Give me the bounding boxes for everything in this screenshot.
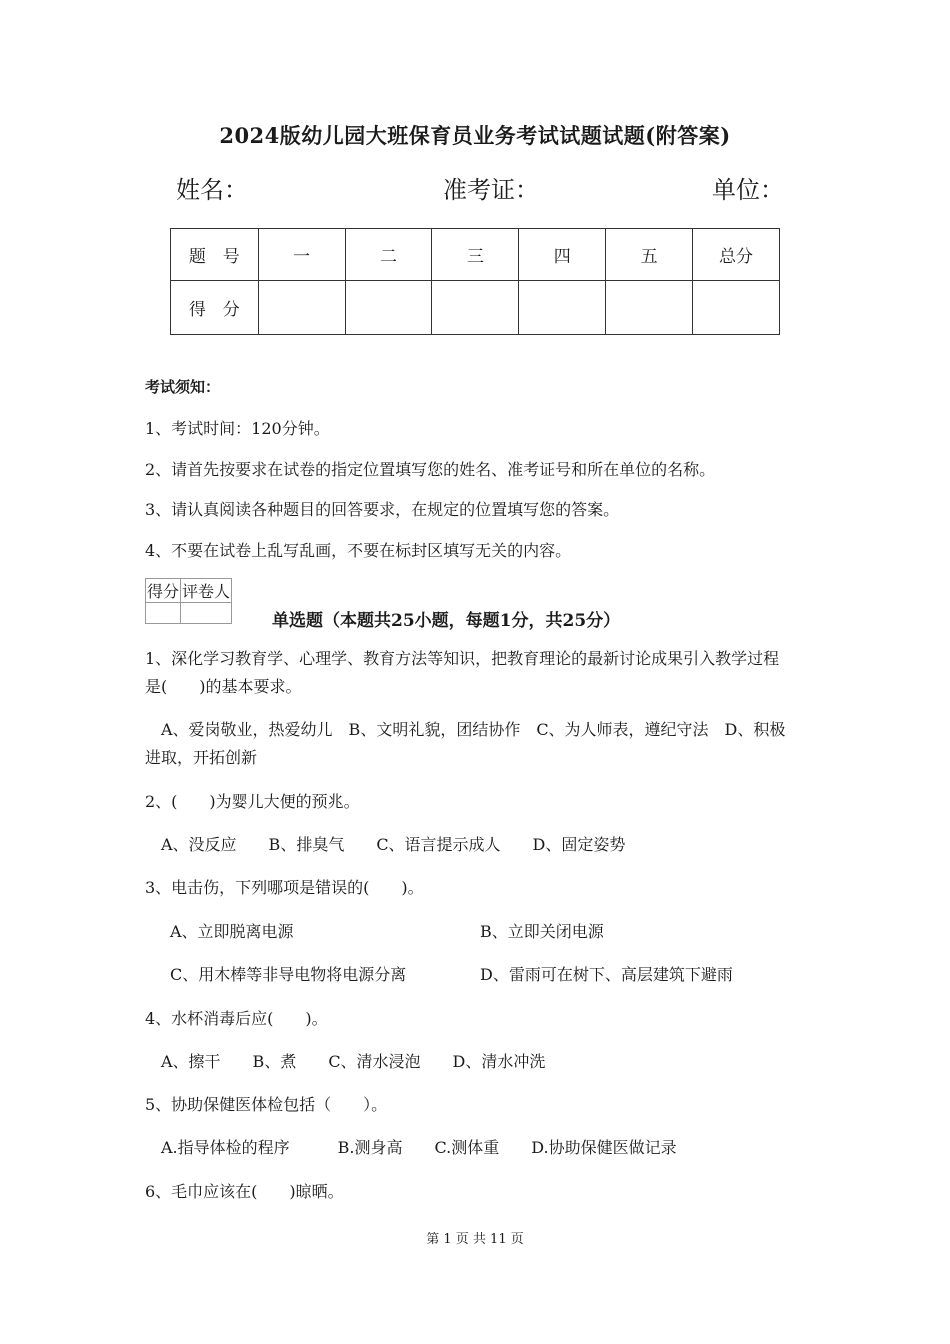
question-options: A、擦干 B、煮 C、清水浸泡 D、清水冲洗 [145, 1052, 546, 1071]
option-d: D、雷雨可在树下、高层建筑下避雨 [480, 965, 733, 984]
question-stem: 4、水杯消毒后应( )。 [145, 1009, 328, 1028]
score-header-cell: 题 号 [171, 229, 259, 281]
score-cell [345, 281, 432, 335]
score-header-cell: 四 [519, 229, 606, 281]
score-header-cell: 总分 [693, 229, 780, 281]
score-table [170, 228, 780, 335]
notice-item: 1、考试时间：120分钟。 [145, 419, 330, 438]
score-cell [519, 281, 606, 335]
score-header-cell: 二 [345, 229, 432, 281]
score-cell [432, 281, 519, 335]
unit-label: 单位： [712, 176, 784, 204]
question-stem: 是( )的基本要求。 [145, 677, 302, 696]
page-footer: 第 1 页 共 11 页 [426, 1232, 524, 1247]
option-b: B、立即关闭电源 [480, 922, 604, 941]
question-stem: 5、协助保健医体检包括（ ）。 [145, 1095, 388, 1114]
section-title: 单选题（本题共25小题，每题1分，共25分） [272, 611, 621, 631]
option-a: A、立即脱离电源 [170, 922, 294, 941]
notice-item: 2、请首先按要求在试卷的指定位置填写您的姓名、准考证号和所在单位的名称。 [145, 460, 716, 479]
score-row-label: 得 分 [171, 281, 259, 335]
notice-item: 4、不要在试卷上乱写乱画，不要在标封区填写无关的内容。 [145, 541, 572, 560]
score-table-header-row [171, 229, 780, 281]
question-stem: 6、毛巾应该在( )晾晒。 [145, 1182, 344, 1201]
score-header-cell: 五 [606, 229, 693, 281]
notice-item: 3、请认真阅读各种题目的回答要求，在规定的位置填写您的答案。 [145, 500, 620, 519]
question-options: 进取，开拓创新 [145, 748, 258, 767]
grader-name-cell [181, 603, 232, 624]
score-header-cell: 三 [432, 229, 519, 281]
score-cell [258, 281, 345, 335]
option-c: C、用木棒等非导电物将电源分离 [170, 965, 407, 984]
question-stem: 2、( )为婴儿大便的预兆。 [145, 792, 360, 811]
score-cell [693, 281, 780, 335]
name-label: 姓名： [176, 176, 248, 204]
question-stem: 3、电击伤，下列哪项是错误的( )。 [145, 878, 424, 897]
question-options: A、爱岗敬业，热爱幼儿 B、文明礼貌，团结协作 C、为人师表，遵纪守法 D、积极 [145, 720, 786, 739]
document-title: 2024版幼儿园大班保育员业务考试试题试题(附答案) [219, 123, 731, 148]
exam-id-label: 准考证： [443, 176, 539, 204]
grader-name-label: 评卷人 [181, 579, 232, 603]
question-stem: 1、深化学习教育学、心理学、教育方法等知识，把教育理论的最新讨论成果引入教学过程 [145, 649, 780, 668]
grader-score-cell [146, 603, 181, 624]
score-cell [606, 281, 693, 335]
score-header-cell: 一 [258, 229, 345, 281]
score-table-score-row [171, 281, 780, 335]
grader-box [145, 578, 232, 624]
question-options: A.指导体检的程序 B.测身高 C.测体重 D.协助保健医做记录 [145, 1138, 677, 1157]
notice-heading: 考试须知： [145, 378, 221, 396]
question-options: A、没反应 B、排臭气 C、语言提示成人 D、固定姿势 [145, 835, 626, 854]
grader-score-label: 得分 [146, 579, 181, 603]
